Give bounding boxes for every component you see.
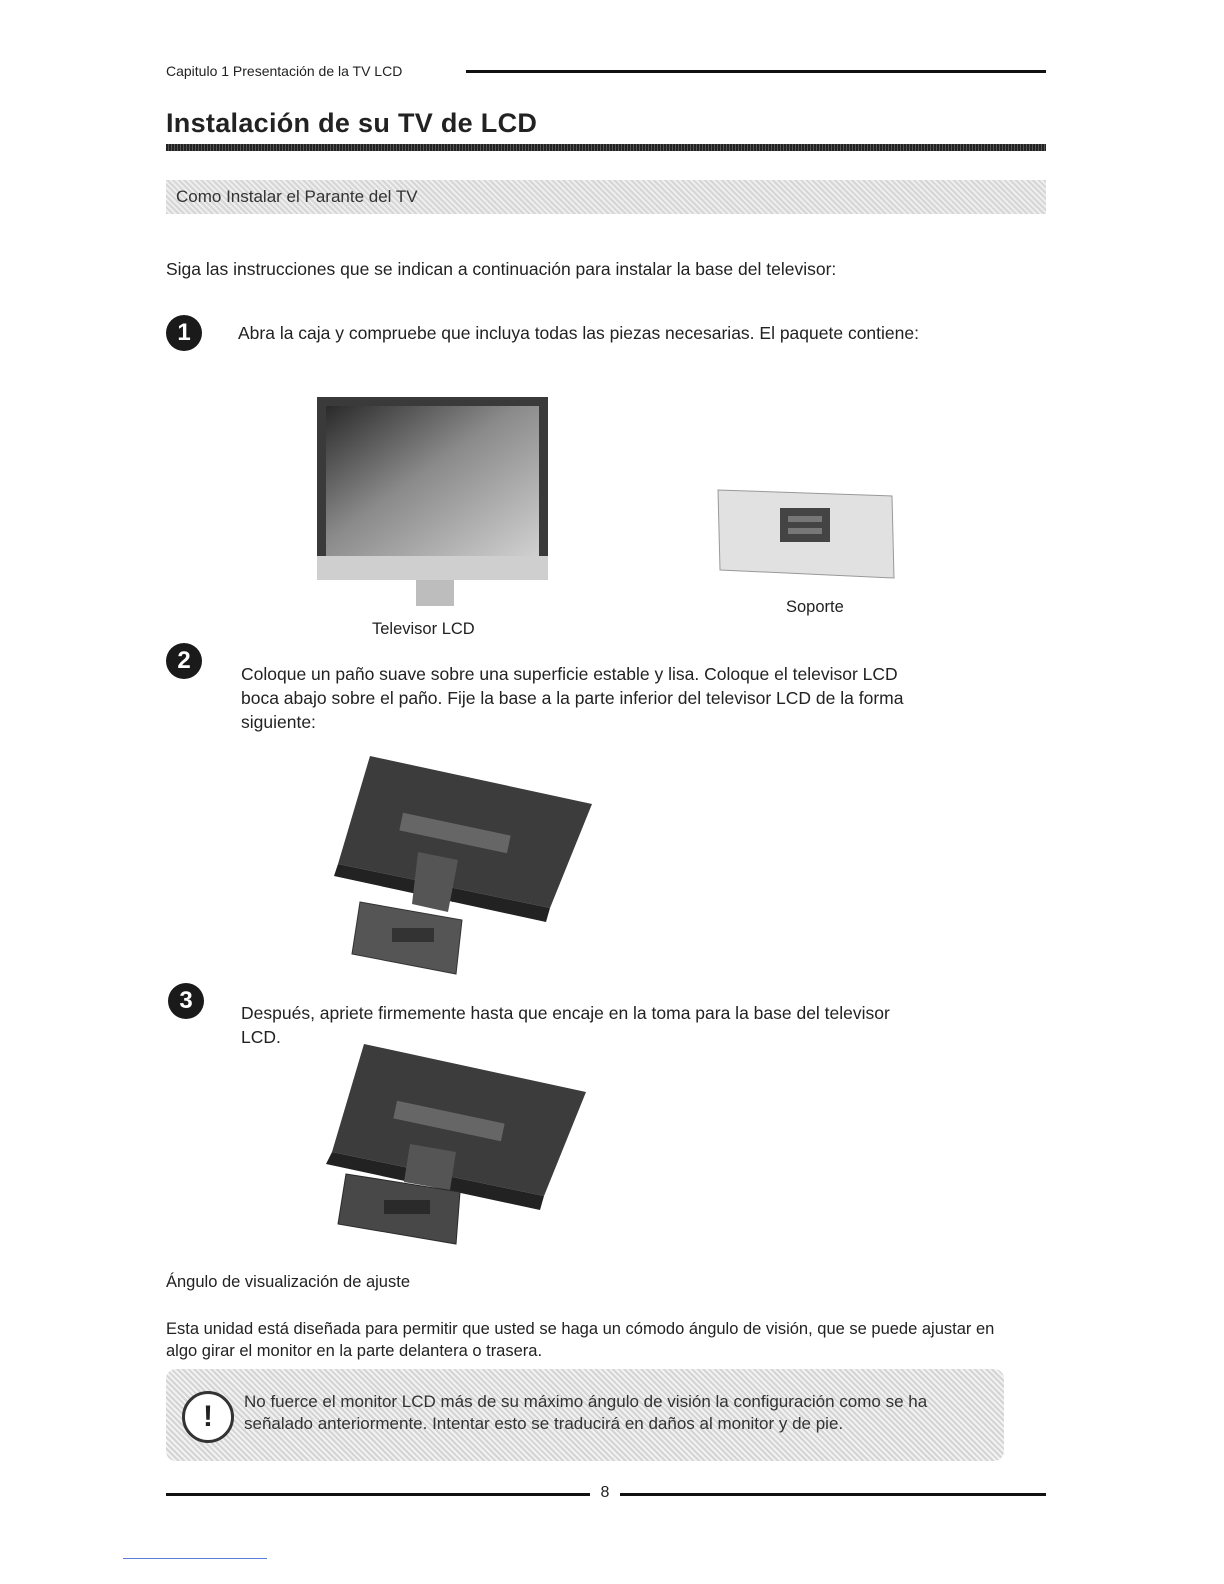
header-rule <box>466 70 1046 73</box>
footer-rule-right <box>620 1493 1046 1496</box>
title-rule <box>166 144 1046 151</box>
section-band <box>166 180 1046 214</box>
caution-text: No fuerce el monitor LCD más de su máximo ángulo de visión la configuración como se ha señalado anteriormente. Intentar esto se traducirá en daños al monitor y de pie. <box>244 1392 928 1433</box>
footer-rule-left <box>166 1493 590 1496</box>
step-1-badge: 1 <box>166 315 202 351</box>
intro-text: Siga las instrucciones que se indican a continuación para instalar la base del televisor: <box>166 259 837 279</box>
lcd-tv-illustration <box>316 396 550 608</box>
step-2-badge: 2 <box>166 643 202 679</box>
angle-heading: Ángulo de visualización de ajuste <box>166 1273 410 1291</box>
step-1-text: Abra la caja y compruebe que incluya todas las piezas necesarias. El paquete contiene: <box>238 323 919 343</box>
step-2-text: Coloque un paño suave sobre una superficie estable y lisa. Coloque el televisor LCD boca abajo sobre el paño. Fije la base a la parte inferior del televisor LCD de la forma siguiente: <box>241 664 904 732</box>
bottom-divider <box>123 1558 267 1559</box>
page-title: Instalación de su TV de LCD <box>166 108 538 138</box>
attach-base-illustration <box>330 752 602 984</box>
section-heading: Como Instalar el Parante del TV <box>176 187 418 206</box>
exclamation-icon: ! <box>182 1391 234 1443</box>
step-3-text: Después, apriete firmemente hasta que encaje en la toma para la base del televisor LCD. <box>241 1003 890 1047</box>
page-number: 8 <box>600 1484 610 1501</box>
caution-note <box>166 1369 1004 1461</box>
step-3-badge: 3 <box>168 983 204 1019</box>
stand-illustration <box>716 486 896 580</box>
stand-caption: Soporte <box>786 598 844 616</box>
base-attached-illustration <box>312 1040 592 1246</box>
chapter-header: Capitulo 1 Presentación de la TV LCD <box>166 63 403 79</box>
angle-body: Esta unidad está diseñada para permitir que usted se haga un cómodo ángulo de visión, que se puede ajustar en algo girar el monitor en la parte delantera o trasera. <box>166 1320 995 1360</box>
tv-caption: Televisor LCD <box>372 620 475 638</box>
